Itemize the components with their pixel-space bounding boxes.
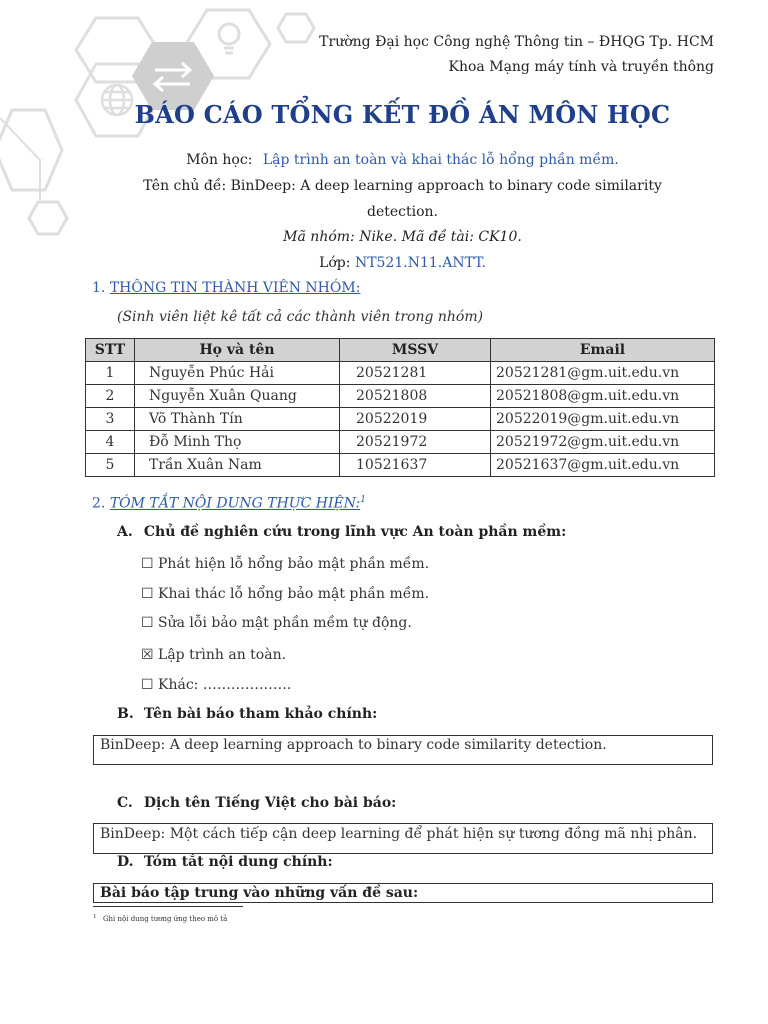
- checkbox-icon[interactable]: ☐: [141, 615, 154, 631]
- footnote-reference[interactable]: 1: [360, 495, 366, 505]
- table-row: [86, 408, 715, 431]
- part-c-label: C.: [117, 795, 133, 811]
- table-cell: 20521972: [340, 431, 491, 454]
- section-1-title: THÔNG TIN THÀNH VIÊN NHÓM:: [109, 280, 361, 296]
- topic-option-label: Khai thác lỗ hổng bảo mật phần mềm.: [158, 586, 430, 602]
- part-c-title: Dịch tên Tiếng Việt cho bài báo:: [143, 795, 397, 811]
- section-2-title: TÓM TẮT NỘI DUNG THỰC HIỆN:: [109, 495, 361, 512]
- class-value: NT521.N11.ANTT.: [354, 255, 486, 271]
- university-name: Trường Đại học Công nghệ Thông tin – ĐHQG Tp. HCM: [319, 34, 714, 50]
- table-cell: Võ Thành Tín: [135, 408, 340, 431]
- table-cell: 20521637@gm.uit.edu.vn: [491, 454, 715, 477]
- table-cell: 3: [86, 408, 135, 431]
- topic-option-label: Sửa lỗi bảo mật phần mềm tự động.: [158, 615, 412, 631]
- group-code: Mã nhóm: Nike. Mã đề tài: CK10.: [283, 229, 522, 245]
- part-d-label: D.: [117, 854, 134, 870]
- checkbox-icon[interactable]: ☐: [141, 556, 154, 572]
- table-cell: 20522019: [340, 408, 491, 431]
- hexagon-shape: [278, 14, 314, 42]
- table-header-row: [86, 339, 715, 362]
- checkbox-icon[interactable]: ☐: [141, 586, 154, 602]
- table-row: [86, 385, 715, 408]
- members-table: [85, 338, 715, 477]
- table-cell: 20521972@gm.uit.edu.vn: [491, 431, 715, 454]
- table-cell: 10521637: [340, 454, 491, 477]
- part-d-heading: [117, 854, 333, 870]
- footnote-text: Ghi nội dung tương ứng theo mô tả: [102, 915, 228, 924]
- table-cell: Nguyễn Phúc Hải: [135, 362, 340, 385]
- subject-line: [100, 152, 705, 168]
- table-cell: 4: [86, 431, 135, 454]
- page-title: BÁO CÁO TỔNG KẾT ĐỒ ÁN MÔN HỌC: [134, 100, 671, 129]
- checked-checkbox-icon[interactable]: ☒: [141, 647, 154, 663]
- translated-title-box: BinDeep: Một cách tiếp cận deep learning để phát hiện sự tương đồng mã nhị phân.: [93, 823, 713, 854]
- lightbulb-icon: [219, 24, 239, 53]
- table-cell: 2: [86, 385, 135, 408]
- part-c-heading: [117, 795, 396, 811]
- table-cell: Trần Xuân Nam: [135, 454, 340, 477]
- hexagon-shape: [29, 202, 67, 234]
- subject-value: Lập trình an toàn và khai thác lỗ hổng phần mềm.: [262, 152, 619, 168]
- part-b-heading: [117, 706, 377, 722]
- column-header: STT: [86, 339, 135, 362]
- table-cell: 5: [86, 454, 135, 477]
- topic-option[interactable]: [141, 677, 291, 693]
- table-row: [86, 454, 715, 477]
- footnote-number: 1: [93, 914, 97, 920]
- topic-option[interactable]: [141, 647, 286, 663]
- part-a-heading: [117, 524, 566, 540]
- part-d-title: Tóm tắt nội dung chính:: [143, 854, 333, 870]
- section-1-number: 1.: [92, 280, 106, 296]
- footnote: [93, 914, 227, 923]
- table-cell: 20521281: [340, 362, 491, 385]
- topic-option-label: Lập trình an toàn.: [158, 647, 287, 663]
- topic-line-2: detection.: [367, 204, 438, 220]
- table-cell: 1: [86, 362, 135, 385]
- column-header: Email: [491, 339, 715, 362]
- table-row: [86, 431, 715, 454]
- part-a-label: A.: [117, 524, 133, 540]
- table-cell: 20522019@gm.uit.edu.vn: [491, 408, 715, 431]
- subject-label: Môn học:: [186, 152, 253, 168]
- faculty-name: Khoa Mạng máy tính và truyền thông: [448, 59, 714, 75]
- part-a-title: Chủ đề nghiên cứu trong lĩnh vực An toàn phần mềm:: [143, 524, 567, 540]
- topic-option-label: Khác: ……………….: [158, 677, 292, 693]
- table-cell: Đỗ Minh Thọ: [135, 431, 340, 454]
- summary-box: Bài báo tập trung vào những vấn đề sau:: [93, 883, 713, 903]
- section-1-note: (Sinh viên liệt kê tất cả các thành viên trong nhóm): [117, 309, 484, 325]
- table-cell: 20521808: [340, 385, 491, 408]
- table-row: [86, 362, 715, 385]
- table-cell: Nguyễn Xuân Quang: [135, 385, 340, 408]
- column-header: MSSV: [340, 339, 491, 362]
- table-cell: 20521281@gm.uit.edu.vn: [491, 362, 715, 385]
- topic-option[interactable]: [141, 556, 429, 572]
- circuit-line: [0, 118, 40, 200]
- topic-option[interactable]: [141, 615, 412, 631]
- topic-option-label: Phát hiện lỗ hổng bảo mật phần mềm.: [158, 556, 430, 572]
- part-b-label: B.: [117, 706, 134, 722]
- class-label: Lớp:: [319, 255, 351, 271]
- checkbox-icon[interactable]: ☐: [141, 677, 154, 693]
- table-cell: 20521808@gm.uit.edu.vn: [491, 385, 715, 408]
- section-2-heading: [92, 495, 366, 512]
- topic-option[interactable]: [141, 586, 429, 602]
- section-1-heading: [92, 280, 360, 296]
- part-b-title: Tên bài báo tham khảo chính:: [143, 706, 378, 722]
- class-line: [100, 255, 705, 271]
- column-header: Họ và tên: [135, 339, 340, 362]
- footnote-divider: [93, 906, 243, 907]
- topic-line-1: Tên chủ đề: BinDeep: A deep learning approach to binary code similarity: [143, 178, 662, 194]
- paper-title-box: BinDeep: A deep learning approach to binary code similarity detection.: [93, 735, 713, 765]
- section-2-number: 2.: [92, 495, 106, 512]
